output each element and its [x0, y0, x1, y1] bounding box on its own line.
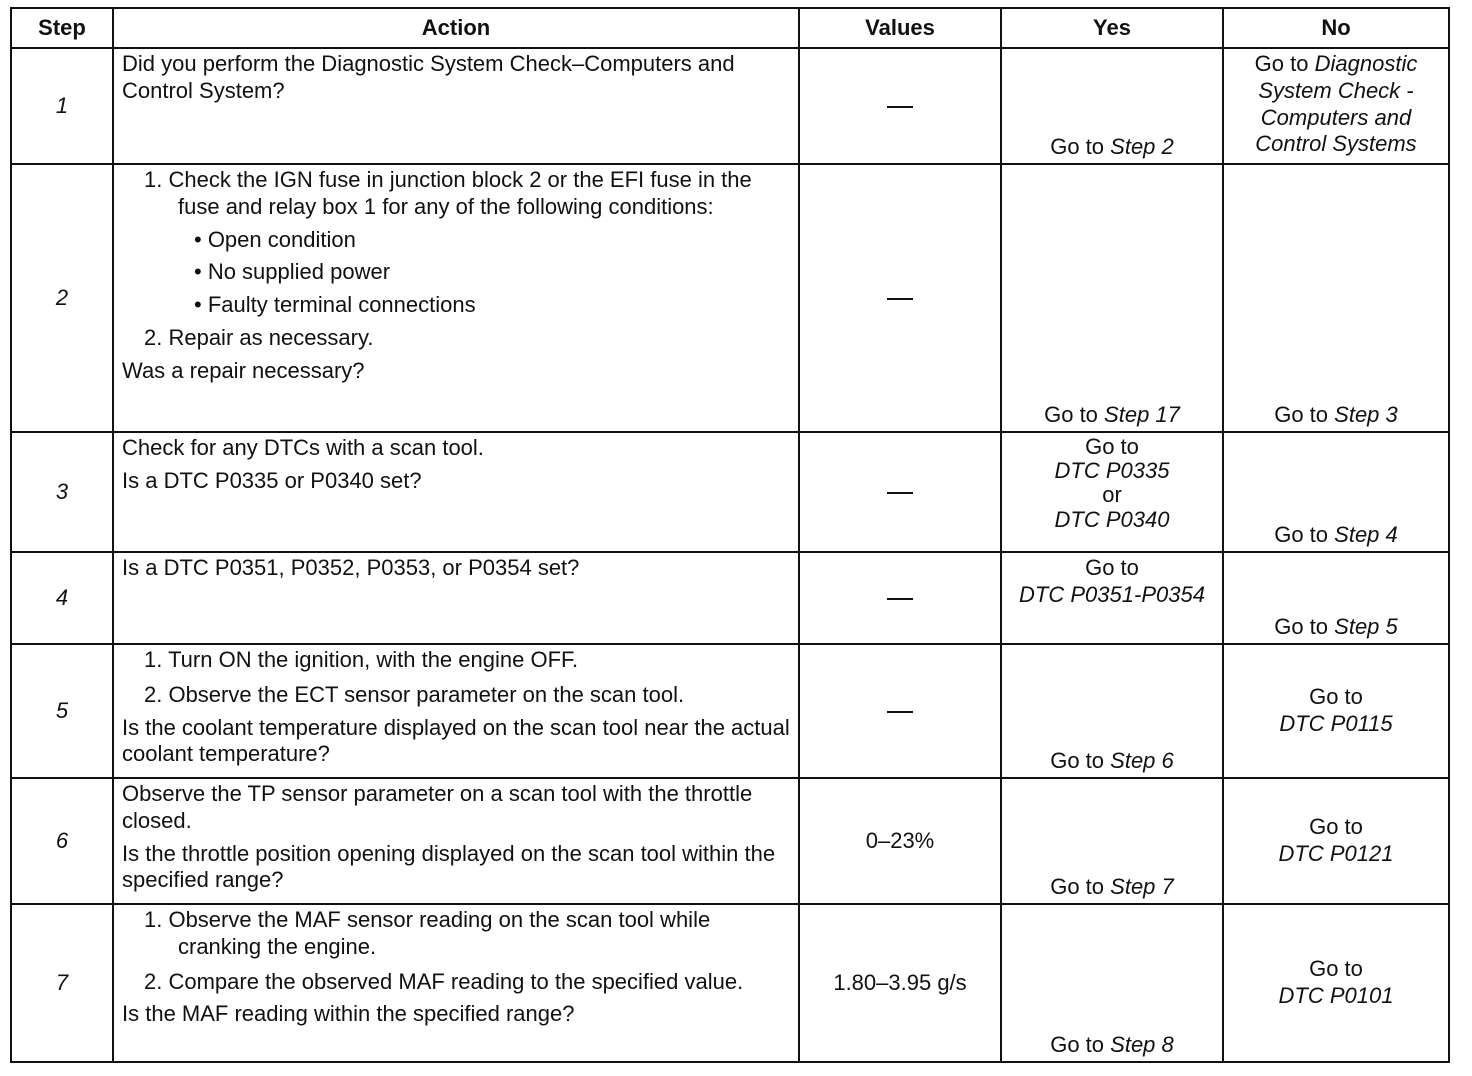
action-item-1: 1. Check the IGN fuse in junction block 2 or the EFI fuse in the fuse and relay box 1 for any of the following conditions: [144, 167, 752, 219]
yes-target-2: DTC P0340 [1054, 506, 1170, 532]
action-cell [113, 778, 799, 904]
header-action: Action [113, 8, 799, 48]
no-target: DTC P0115 [1279, 711, 1393, 736]
values-cell [799, 48, 1001, 164]
step-number: 2 [11, 164, 113, 432]
action-cell [113, 552, 799, 644]
yes-prefix: Go to [1050, 874, 1105, 900]
no-target: DTC P0121 [1278, 841, 1394, 866]
yes-prefix: Go to [1050, 748, 1105, 774]
dash-placeholder [887, 598, 913, 600]
yes-target: Step 6 [1110, 748, 1174, 774]
bullet-item: • Faulty terminal connections [194, 292, 476, 318]
no-target: Step 4 [1334, 522, 1398, 548]
action-item-2: 2. Observe the ECT sensor parameter on the scan tool. [144, 681, 685, 707]
no-cell [1223, 164, 1449, 432]
action-cell [113, 904, 799, 1062]
yes-target: Step 7 [1110, 874, 1174, 900]
action-cell [113, 48, 799, 164]
no-prefix: Go to [1274, 614, 1329, 640]
action-cell [113, 644, 799, 778]
action-item-2: 2. Repair as necessary. [144, 325, 374, 351]
header-values: Values [799, 8, 1001, 48]
yes-cell [1001, 644, 1223, 778]
values-cell [799, 552, 1001, 644]
table-row-step-6 [11, 778, 1449, 904]
yes-cell [1001, 164, 1223, 432]
action-item-1: 1. Turn ON the ignition, with the engine OFF. [144, 647, 579, 672]
yes-prefix: Go to [1044, 402, 1098, 428]
step-number: 4 [11, 552, 113, 644]
action-cell [113, 432, 799, 552]
no-target: Step 5 [1334, 614, 1398, 640]
bullet-item: • Open condition [194, 226, 356, 252]
no-prefix: Go to [1274, 522, 1329, 548]
yes-target: DTC P0351-P0354 [1019, 581, 1205, 607]
table-row-step-4 [11, 552, 1449, 644]
yes-cell [1001, 48, 1223, 164]
step-number: 3 [11, 432, 113, 552]
table-row-step-3 [11, 432, 1449, 552]
no-prefix: Go to [1309, 684, 1363, 710]
step-number: 1 [11, 48, 113, 164]
action-question: Is a DTC P0335 or P0340 set? [122, 467, 422, 493]
table-row-step-5 [11, 644, 1449, 778]
dash-placeholder [887, 298, 913, 300]
values-cell [799, 164, 1001, 432]
header-row [11, 8, 1449, 48]
action-item-2: 2. Compare the observed MAF reading to the specified value. [144, 968, 744, 994]
yes-or: or [1102, 482, 1122, 508]
no-target: DTC P0101 [1278, 983, 1394, 1008]
no-target: Step 3 [1334, 402, 1398, 428]
action-line: Check for any DTCs with a scan tool. [122, 435, 484, 460]
yes-cell [1001, 552, 1223, 644]
no-prefix: Go to [1254, 51, 1309, 76]
yes-target-1: DTC P0335 [1054, 458, 1170, 484]
yes-cell [1001, 904, 1223, 1062]
dash-placeholder [887, 711, 913, 713]
action-question: Did you perform the Diagnostic System Check–Computers and Control System? [122, 51, 735, 103]
dash-placeholder [887, 106, 913, 108]
yes-prefix: Go to [1050, 134, 1105, 160]
no-prefix: Go to [1274, 402, 1329, 428]
no-cell [1223, 552, 1449, 644]
action-cell [113, 164, 799, 432]
yes-prefix: Go to [1085, 434, 1139, 459]
header-yes: Yes [1001, 8, 1223, 48]
step-number: 7 [11, 904, 113, 1062]
action-question: Is the throttle position opening displayed on the scan tool within the specified range? [122, 840, 776, 893]
yes-prefix: Go to [1050, 1032, 1105, 1058]
yes-target: Step 2 [1110, 134, 1174, 160]
values-cell: 1.80–3.95 g/s [799, 904, 1001, 1062]
action-item-1: 1. Observe the MAF sensor reading on the scan tool while cranking the engine. [144, 907, 711, 959]
yes-target: Step 17 [1104, 402, 1180, 428]
table-row-step-1 [11, 48, 1449, 164]
values-cell: 0–23% [799, 778, 1001, 904]
bullet-item: • No supplied power [194, 259, 391, 285]
no-prefix: Go to [1309, 814, 1363, 840]
yes-cell [1001, 778, 1223, 904]
no-cell [1223, 904, 1449, 1062]
action-line: Observe the TP sensor parameter on a scan tool with the throttle closed. [122, 781, 753, 833]
step-number: 6 [11, 778, 113, 904]
dash-placeholder [887, 492, 913, 494]
action-question: Is the coolant temperature displayed on the scan tool near the actual coolant temperature? [122, 714, 790, 767]
values-cell [799, 644, 1001, 778]
step-number: 5 [11, 644, 113, 778]
action-question: Is a DTC P0351, P0352, P0353, or P0354 set? [122, 555, 580, 580]
yes-cell [1001, 432, 1223, 552]
header-step: Step [11, 8, 113, 48]
no-cell [1223, 778, 1449, 904]
no-cell [1223, 48, 1449, 164]
no-cell [1223, 644, 1449, 778]
no-target: Diagnostic System Check - Computers and Control Systems [1255, 51, 1418, 157]
table-row-step-7 [11, 904, 1449, 1062]
action-question: Is the MAF reading within the specified range? [122, 1001, 575, 1027]
yes-target: Step 8 [1110, 1032, 1174, 1058]
values-cell [799, 432, 1001, 552]
header-no: No [1223, 8, 1449, 48]
no-cell [1223, 432, 1449, 552]
yes-prefix: Go to [1085, 555, 1139, 580]
table-row-step-2 [11, 164, 1449, 432]
no-prefix: Go to [1309, 956, 1363, 982]
action-question: Was a repair necessary? [122, 357, 365, 383]
diagnostic-table [10, 7, 1450, 1063]
